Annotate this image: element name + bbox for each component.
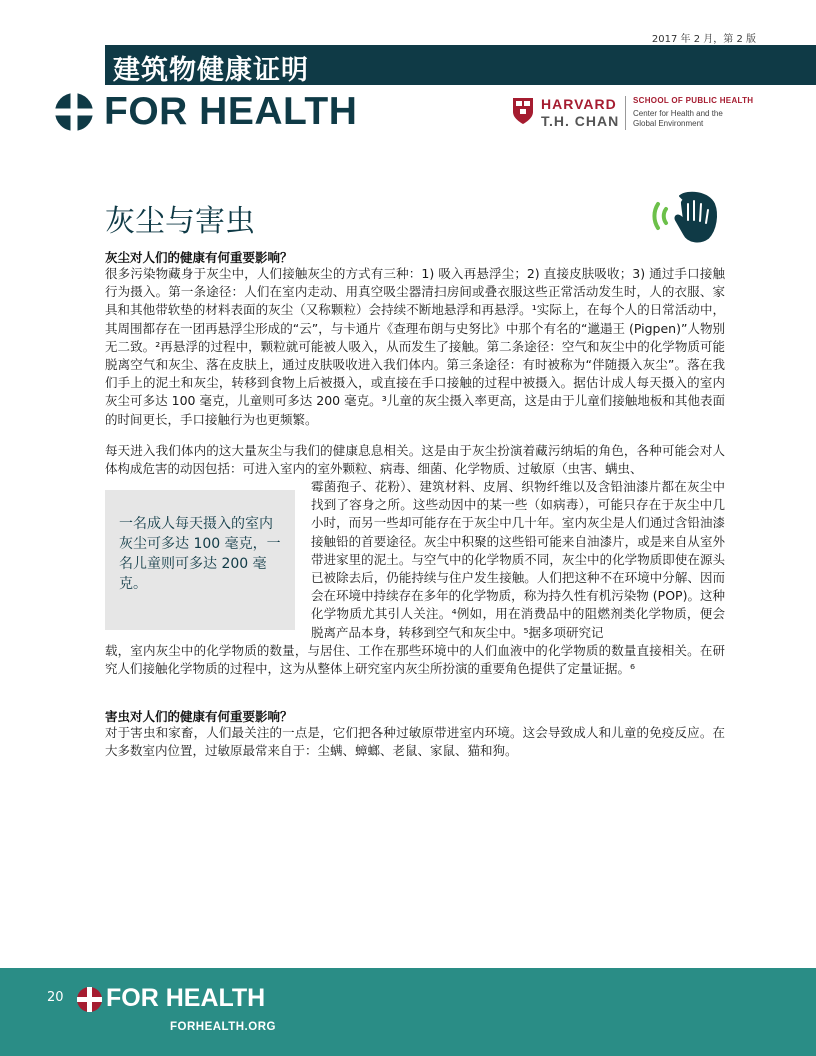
dust-question-heading: 灰尘对人们的健康有何重要影响？ (105, 250, 293, 265)
pests-paragraph: 对于害虫和家畜，人们最关注的一点是，它们把各种过敏原带进室内环境。这会导致成人和儿童的免疫反应。在大多数室内位置，过敏原最常来自于：尘螨、蟑螂、老鼠、家鼠、猫和狗。 (105, 725, 725, 759)
plus-logo-icon (55, 93, 93, 131)
school-name: SCHOOL OF PUBLIC HEALTH (633, 96, 754, 105)
hand-dust-icon (650, 190, 720, 250)
title-bar (105, 45, 816, 85)
section-title: 灰尘与害虫 (105, 204, 255, 239)
pull-quote (105, 490, 295, 630)
center-name: Center for Health and the Global Environment (633, 109, 723, 128)
page-number: 20 (47, 990, 64, 1005)
pull-quote-text: 一名成人每天摄入的室内灰尘可多达 100 毫克，一名儿童则可多达 200 毫克。 (119, 516, 281, 592)
footer-url[interactable]: FORHEALTH.ORG (170, 1021, 276, 1033)
footer-plus-icon (77, 987, 102, 1012)
for-health-logo: FOR HEALTH (104, 90, 358, 133)
harvard-sub: T.H. CHAN (541, 113, 620, 129)
harvard-shield-icon (512, 97, 534, 125)
dust-paragraph-2-side: 霉菌孢子、花粉）、建筑材料、皮屑、织物纤维以及含铅油漆片都在灰尘中找到了容身之所。这些动因中的某一些（如病毒），可能只存在于灰尘中几小时，而另一些却可能存在于灰尘中几十年。室内灰尘是人们通过含铅油漆接触铅的首要途径。灰尘中积聚的这些铅可能来自油漆片，或是来自从室外带进家里的泥土。与空气中的化学物质不同，灰尘中的化学物质即使在源头已被除去后，仍能持续与住户发生接触。人们把这种不在环境中分解、因而会在环境中持续存在多年的化学物质，称为持久性有机污染物 (POP)。这种化学物质尤其引人关注。⁴例如，用在消费品中的阻燃剂类化学物质，便会脱离产品本身，转移到空气和灰尘中。⁵据多项研究记 (311, 479, 725, 640)
logo-divider (625, 96, 626, 130)
dust-paragraph-2-bottom: 载，室内灰尘中的化学物质的数量，与居住、工作在那些环境中的人们血液中的化学物质的数量直接相关。在研究人们接触化学物质的过程中，这为从整体上研究室内灰尘所扮演的重要角色提供了定量证据。⁶ (105, 643, 725, 677)
harvard-name: HARVARD (541, 96, 617, 112)
footer-logo: FOR HEALTH (106, 984, 266, 1012)
dust-paragraph-1: 很多污染物藏身于灰尘中，人们接触灰尘的方式有三种：1) 吸入再悬浮尘；2) 直接皮肤吸收；3) 通过手口接触行为摄入。第一条途径：人们在室内走动、用真空吸尘器清扫房间或叠衣服这些正常活动发生时，人的衣服、家具和其他带软垫的材料表面的灰尘（又称颗粒）会持续不断地悬浮和再悬浮。¹实际上，在每个人的日常活动中，其周围都存在一团再悬浮尘形成的“云”，与卡通片《查理布朗与史努比》中那个有名的“邋遢王 (Pigpen)”人物别无二致。²再悬浮的过程中，颗粒就可能被人吸入，从而发生了接触。第二条途径：空气和灰尘中的化学物质可能脱离空气和灰尘、落在皮肤上，通过皮肤吸收进入我们体内。第三条途径：有时被称为“伴随摄入灰尘”。落在我们手上的泥土和灰尘，转移到食物上后被摄入，或直接在手口接触的过程中被摄入。据估计成人每天摄入的室内灰尘可多达 100 毫克，儿童则可多达 200 毫克。³儿童的灰尘摄入率更高，这是由于儿童们接触地板和其他表面的时间更长，手口接触行为也更频繁。 (105, 266, 725, 427)
document-title: 建筑物健康证明 (113, 55, 309, 86)
dust-paragraph-2-top: 每天进入我们体内的这大量灰尘与我们的健康息息相关。这是由于灰尘扮演着藏污纳垢的角色，各种可能会对人体构成危害的动因包括：可进入室内的室外颗粒、病毒、细菌、化学物质、过敏原（虫害、螨虫、 (105, 443, 725, 477)
pests-question-heading: 害虫对人们的健康有何重要影响？ (105, 709, 293, 724)
edition-date: 2017 年 2 月，第 2 版 (651, 34, 756, 45)
